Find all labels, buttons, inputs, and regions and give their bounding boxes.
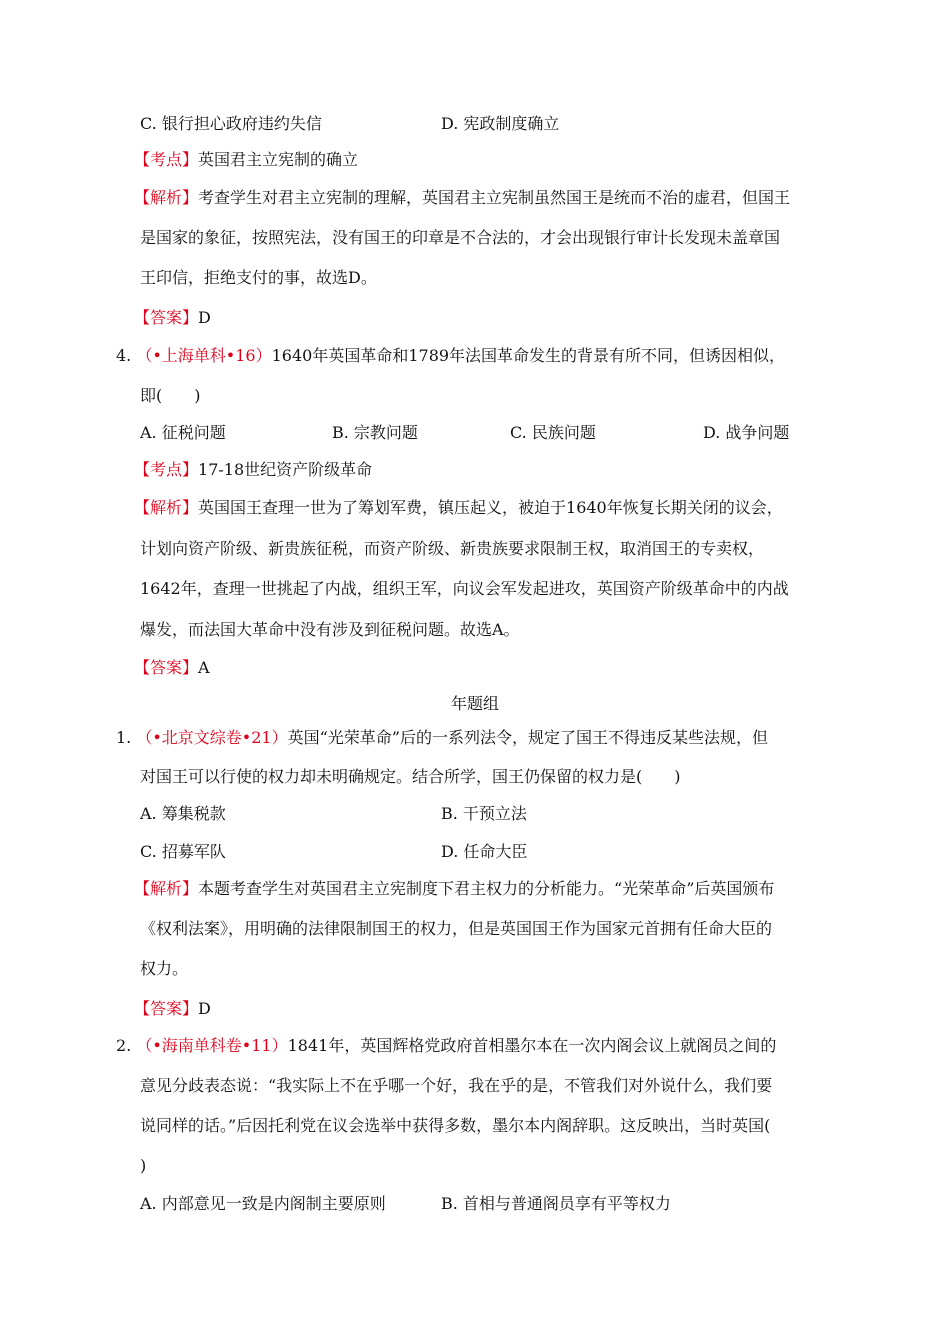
option-d: D. 宪政制度确立 (441, 114, 560, 133)
question-stem: 1640年英国革命和1789年法国革命发生的背景有所不同，但诱因相似， (271, 346, 786, 365)
question-source: （•上海单科•16） (136, 346, 272, 365)
option-a: A. 征税问题 (140, 423, 226, 442)
question-2-line-1 (116, 1034, 776, 1058)
question-source: （•海南单科卷•11） (136, 1036, 288, 1055)
question-4-line-2: 即( ) (140, 386, 201, 405)
option-c: C. 招募军队 (140, 842, 226, 861)
jiexi-line-3: 1642年，查理一世挑起了内战，组织王军，向议会军发起进攻，英国资产阶级革命中的内战 (140, 579, 789, 598)
jiexi-text: 本题考查学生对英国君主立宪制度下君主权力的分析能力。“光荣革命”后英国颁布 (198, 879, 775, 898)
jiexi-tag: 【解析】 (134, 188, 199, 207)
jiexi-tag: 【解析】 (134, 879, 199, 898)
answer-line (134, 997, 211, 1021)
jiexi-line-3: 权力。 (140, 959, 189, 978)
jiexi-line-1 (134, 496, 783, 520)
answer-text: A (198, 658, 210, 677)
jiexi-line-2: 计划向资产阶级、新贵族征税，而资产阶级、新贵族要求限制王权，取消国王的专卖权， (140, 539, 765, 558)
question-stem: 1841年，英国辉格党政府首相墨尔本在一次内阁会议上就阁员之间的 (287, 1036, 777, 1055)
kaodian-tag: 【考点】 (134, 460, 199, 479)
option-a: A. 内部意见一致是内阁制主要原则 (140, 1194, 386, 1213)
question-1-line-1 (116, 726, 768, 750)
option-d: D. 战争问题 (703, 423, 790, 442)
jiexi-line-2: 《权利法案》，用明确的法律限制国王的权力，但是英国国王作为国家元首拥有任命大臣的 (140, 919, 773, 938)
answer-text: D (198, 999, 211, 1018)
question-1-line-2: 对国王可以行使的权力却未明确规定。结合所学，国王仍保留的权力是( ) (140, 767, 681, 786)
question-4-line-1 (116, 344, 785, 368)
section-title: 年题组 (450, 694, 499, 713)
kaodian-text: 17-18世纪资产阶级革命 (198, 460, 373, 479)
option-b: B. 首相与普通阁员享有平等权力 (441, 1194, 671, 1213)
answer-tag: 【答案】 (134, 308, 199, 327)
question-number: 2. (116, 1036, 132, 1055)
answer-text: D (198, 308, 211, 327)
jiexi-line-1 (134, 877, 774, 901)
jiexi-line-1 (134, 186, 790, 210)
question-2-line-3: 说同样的话。”后因托利党在议会选举中获得多数，墨尔本内阁辞职。这反映出，当时英国( (140, 1116, 771, 1135)
answer-line (134, 306, 211, 330)
option-d: D. 任命大臣 (441, 842, 528, 861)
answer-line (134, 656, 210, 680)
option-c: C. 民族问题 (510, 423, 596, 442)
jiexi-text: 英国国王查理一世为了筹划军费，镇压起义，被迫于1640年恢复长期关闭的议会， (198, 498, 783, 517)
jiexi-line-3: 王印信，拒绝支付的事，故选D。 (140, 268, 377, 287)
jiexi-line-2: 是国家的象征，按照宪法，没有国王的印章是不合法的，才会出现银行审计长发现未盖章国 (140, 228, 781, 247)
kaodian-line (134, 458, 372, 482)
answer-tag: 【答案】 (134, 999, 199, 1018)
question-source: （•北京文综卷•21） (136, 728, 288, 747)
option-a: A. 筹集税款 (140, 804, 226, 823)
question-number: 1. (116, 728, 132, 747)
jiexi-tag: 【解析】 (134, 498, 199, 517)
question-2-line-4: ) (140, 1156, 147, 1175)
question-number: 4. (116, 346, 132, 365)
option-c: C. 银行担心政府违约失信 (140, 114, 322, 133)
answer-tag: 【答案】 (134, 658, 199, 677)
question-2-line-2: 意见分歧表态说：“我实际上不在乎哪一个好，我在乎的是，不管我们对外说什么，我们要 (140, 1076, 773, 1095)
option-b: B. 宗教问题 (332, 423, 418, 442)
jiexi-line-4: 爆发，而法国大革命中没有涉及到征税问题。故选A。 (140, 620, 520, 639)
option-b: B. 干预立法 (441, 804, 527, 823)
kaodian-text: 英国君主立宪制的确立 (198, 150, 359, 169)
kaodian-line (134, 148, 358, 172)
question-stem: 英国“光荣革命”后的一系列法令，规定了国王不得违反某些法规，但 (287, 728, 768, 747)
kaodian-tag: 【考点】 (134, 150, 199, 169)
jiexi-text: 考查学生对君主立宪制的理解，英国君主立宪制虽然国王是统而不治的虚君，但国王 (198, 188, 791, 207)
